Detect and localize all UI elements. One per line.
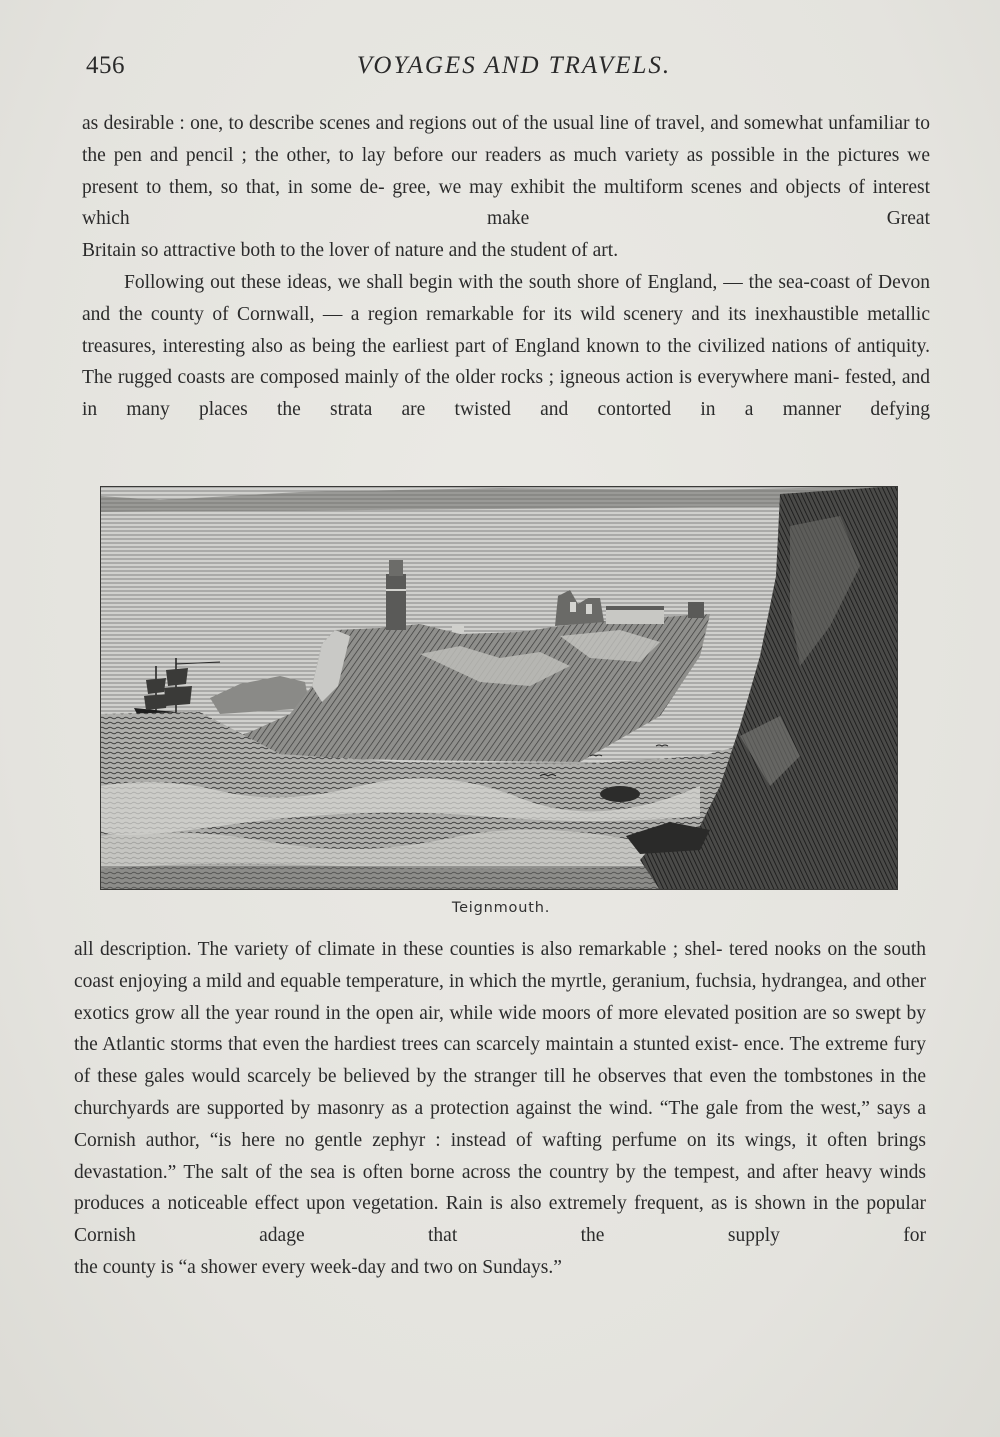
text-line: till he observes that even the tombstones in the churchyards are supported by masonry (74, 1066, 926, 1119)
paragraph-3-last-line (74, 1252, 926, 1284)
text-line: devastation.” The salt of the sea is often borne across the country by the tempest, (74, 1161, 740, 1183)
text-line: coasts are composed mainly of the older rocks ; igneous action is everywhere mani- (177, 367, 840, 389)
running-title: VOYAGES AND TRAVELS. (356, 52, 672, 79)
text-line: gree, we may exhibit the multiform scenes and objects of interest which make Great (82, 176, 931, 230)
page-number: 456 (86, 52, 125, 79)
text-line: the myrtle, geranium, fuchsia, hydrangea, and other exotics grow all the year round (74, 970, 927, 1024)
text-line: as desirable : one, to describe scenes and regions out of the usual line of travel, and (82, 113, 739, 134)
text-line: Britain so attractive both to the lover of nature and the student of art. (82, 240, 619, 262)
text-line: wild scenery and its inexhaustible metallic treasures, interesting also as being the (82, 303, 931, 357)
text-line: tered nooks on the south coast enjoying a mild and equable temperature, in which (74, 939, 927, 992)
text-line: all description. The variety of climate in these counties is also remarkable ; shel- (74, 939, 723, 960)
paragraph-3 (74, 934, 926, 1252)
engraving-illustration (100, 486, 898, 890)
text-line: the sea-coast of Devon and the county of Cornwall, — a region remarkable for its (82, 271, 930, 325)
text-line: as a protection against the wind. “The gale from the west,” says a Cornish author, (74, 1097, 927, 1151)
paragraph-1-last-line (82, 235, 930, 267)
text-line: and after heavy winds produces a noticeable effect upon vegetation. Rain is also (74, 1161, 926, 1215)
text-line: fested, and in many places the strata are twisted and contorted in a manner defying (82, 367, 931, 421)
figure-caption: Teignmouth. (451, 900, 551, 916)
paragraph-1 (82, 108, 930, 235)
text-line: in the open air, while wide moors of more elevated position are so swept by the (74, 1002, 927, 1056)
paragraph-2 (82, 267, 930, 426)
engraving-teignmouth (100, 486, 898, 890)
text-block-bottom (74, 934, 926, 1284)
text-line: ence. The extreme fury of these gales would scarcely be believed by the stranger (74, 1034, 927, 1088)
text-line: the county is “a shower every week-day and two on Sundays.” (74, 1256, 562, 1278)
text-line: Following out these ideas, we shall begin with the south shore of England, — (124, 271, 743, 293)
text-line: much variety as possible in the pictures we present to them, so that, in some de- (82, 144, 930, 198)
text-line: earliest part of England known to the civilized nations of antiquity. The rugged (82, 335, 931, 389)
text-block-top (82, 108, 930, 426)
text-line: somewhat unfamiliar to the pen and pencil ; the other, to lay before our readers as (82, 113, 930, 166)
text-line: “is here no gentle zephyr : instead of wafting perfume on its wings, it often brings (209, 1129, 927, 1151)
text-line: extremely frequent, as is shown in the popular Cornish adage that the supply for (74, 1193, 927, 1247)
text-line: Atlantic storms that even the hardiest trees can scarcely maintain a stunted exist- (102, 1034, 739, 1056)
